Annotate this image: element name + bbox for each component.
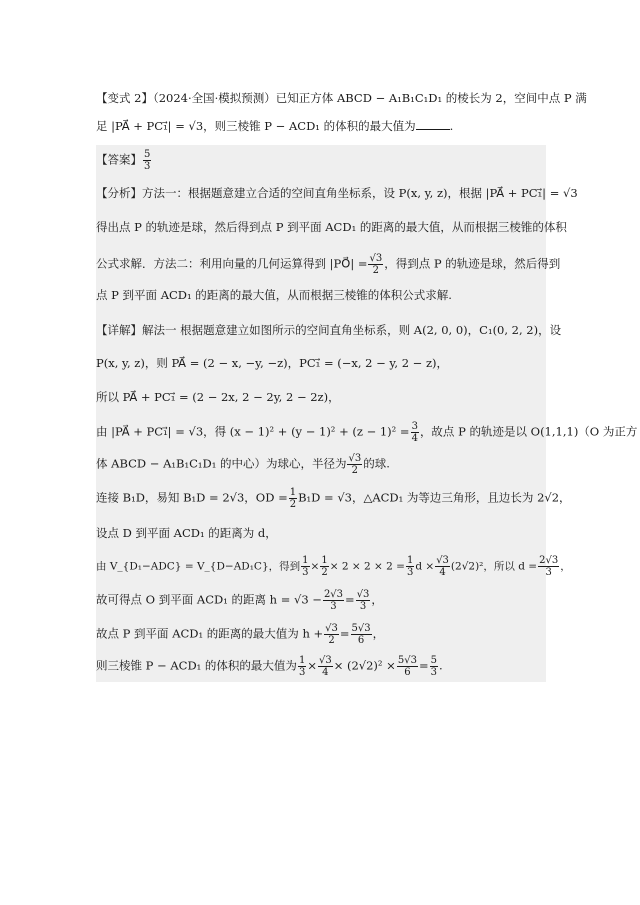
detail-line-8-fraction-2 (320, 555, 328, 578)
answer-fraction (143, 149, 151, 172)
answer-denominator: 3 (144, 161, 151, 172)
fraction-num: √3 (356, 589, 370, 600)
detail-line-6 (96, 487, 571, 510)
problem-statement (96, 84, 587, 140)
detail-line-10-fraction-2 (351, 623, 372, 646)
detail-line-4 (96, 421, 637, 444)
fraction-num: 1 (321, 555, 328, 566)
detail-line-4-text: 由 |PA⃗ + PC₁⃗| = √3，得 (x − 1)² + (y − 1)² + (z − 1)² = (96, 424, 410, 439)
analysis-fraction-num: √3 (369, 253, 383, 264)
fraction-den: 3 (430, 667, 437, 678)
fraction-den: 4 (439, 567, 446, 578)
problem-line-2 (96, 112, 546, 140)
detail-line-8-text-b: × (310, 560, 320, 573)
detail-line-8-text-d: d × (415, 560, 435, 573)
detail-line-6-end: B₁D = √3，△ACD₁ 为等边三角形，且边长为 2√2， (298, 490, 571, 505)
fraction-den: 4 (411, 433, 418, 444)
detail-line-11-text-a: 则三棱锥 P − ACD₁ 的体积的最大值为 (96, 658, 297, 673)
fraction-den: 2 (351, 465, 359, 476)
analysis-line-3 (96, 253, 560, 276)
detail-line-9 (96, 589, 383, 612)
analysis-line-4: 点 P 到平面 ACD₁ 的距离的最大值，从而根据三棱锥的体积公式求解. (96, 288, 452, 302)
detail-line-8-fraction-4 (435, 555, 450, 578)
problem-line-2-text: 足 |PA⃗ + PC₁⃗| = √3，则三棱锥 P − ACD₁ 的体积的最大值为 (96, 119, 416, 133)
analysis-line-2: 得出点 P 的轨迹是球，然后得到点 P 到平面 ACD₁ 的距离的最大值，从而根据三棱锥的体积 (96, 220, 567, 234)
analysis-line-3-text: 公式求解．方法二：利用向量的几何运算得到 |PO⃗| = (96, 256, 368, 271)
detail-line-3: 所以 PA⃗ + PC₁⃗ = (2 − 2x, 2 − 2y, 2 − 2z)， (96, 390, 340, 404)
detail-line-11-fraction-2 (318, 655, 333, 678)
fraction-num: 1 (289, 487, 297, 498)
fraction-num: √3 (348, 453, 362, 464)
detail-line-9-text-c: ， (371, 592, 383, 607)
detail-line-11-text-c: × (2√2)² × (333, 658, 396, 673)
fraction-num: 2√3 (323, 589, 344, 600)
detail-line-10-text-b: = (339, 626, 350, 641)
detail-line-11 (96, 655, 443, 678)
detail-line-8-fraction-1 (301, 555, 309, 578)
detail-line-1: 【详解】解法一 根据题意建立如图所示的空间直角坐标系，则 A(2, 0, 0)，C₁(0, 2, 2)，设 (96, 323, 562, 337)
fraction-num: 3 (411, 421, 418, 432)
detail-line-8-text-a: 由 V_{D₁−ADC} = V_{D−AD₁C}，得到 (96, 560, 301, 573)
fraction-num: 1 (406, 555, 414, 566)
fraction-num: 5√3 (397, 655, 417, 666)
fraction-den: 2 (328, 635, 335, 646)
detail-line-6-text: 连接 B₁D，易知 B₁D = 2√3，OD = (96, 490, 288, 505)
problem-line-1: 【变式 2】（2024·全国·模拟预测）已知正方体 ABCD − A₁B₁C₁D₁ 的棱长为 2，空间中点 P 满 (96, 91, 587, 105)
detail-line-11-fraction-1 (298, 655, 306, 678)
detail-line-11-fraction-3 (397, 655, 418, 678)
answer-label: 【答案】 (96, 152, 142, 167)
fraction-num: √3 (436, 555, 449, 566)
detail-line-5-end: 的球. (363, 456, 390, 471)
fraction-den: 3 (359, 601, 367, 612)
detail-line-9-text-b: = (345, 592, 355, 607)
detail-line-8-text-e: (2√2)²，所以 d = (450, 560, 538, 573)
detail-line-9-text-a: 故可得点 O 到平面 ACD₁ 的距离 h = √3 − (96, 592, 322, 607)
detail-line-4-fraction (411, 421, 419, 444)
fraction-den: 3 (545, 567, 552, 578)
answer-blank (416, 117, 450, 130)
fraction-den: 3 (302, 567, 309, 578)
analysis-fraction-den: 2 (372, 265, 380, 276)
detail-line-11-fraction-4 (430, 655, 438, 678)
answer-line (96, 149, 152, 172)
detail-line-11-text-d: = (418, 658, 429, 673)
detail-line-7: 设点 D 到平面 ACD₁ 的距离为 d， (96, 526, 277, 540)
detail-line-5-fraction (347, 453, 362, 476)
detail-line-10-text-a: 故点 P 到平面 ACD₁ 的距离的最大值为 h + (96, 626, 324, 641)
fraction-num: 2√3 (539, 555, 559, 566)
fraction-den: 2 (289, 499, 297, 510)
fraction-num: √3 (318, 655, 332, 666)
analysis-line-3-end: ，得到点 P 的轨迹是球，然后得到 (384, 256, 561, 271)
detail-line-6-fraction (289, 487, 297, 510)
solution-block (96, 145, 638, 682)
detail-line-10-text-c: ， (372, 626, 385, 641)
fraction-num: 1 (298, 655, 306, 666)
detail-line-4-end: ，故点 P 的轨迹是以 O(1,1,1)（O 为正方 (419, 424, 638, 439)
fraction-num: 5 (430, 655, 437, 666)
fraction-num: √3 (325, 623, 338, 634)
fraction-num: 1 (302, 555, 309, 566)
detail-line-2: P(x, y, z)，则 PA⃗ = (2 − x, −y, −z)，PC₁⃗ = (−x, 2 − y, 2 − z)， (96, 356, 449, 370)
detail-line-5-text: 体 ABCD − A₁B₁C₁D₁ 的中心）为球心，半径为 (96, 456, 347, 471)
detail-line-9-fraction-2 (356, 589, 371, 612)
fraction-den: 3 (298, 667, 306, 678)
analysis-fraction (368, 253, 383, 276)
fraction-den: 4 (322, 667, 329, 678)
detail-line-11-text-e: . (438, 658, 443, 673)
fraction-num: 5√3 (351, 623, 371, 634)
fraction-den: 6 (404, 667, 411, 678)
analysis-line-1: 【分析】方法一：根据题意建立合适的空间直角坐标系，设 P(x, y, z)，根据 |PA⃗ + PC₁⃗| = √3 (96, 186, 578, 200)
detail-line-8 (96, 555, 571, 578)
fraction-den: 6 (357, 635, 365, 646)
detail-line-8-text-f: ， (560, 560, 571, 573)
fraction-den: 3 (406, 567, 414, 578)
fraction-den: 3 (330, 601, 337, 612)
detail-line-5 (96, 453, 390, 476)
detail-line-8-fraction-5 (538, 555, 559, 578)
fraction-den: 2 (321, 567, 328, 578)
detail-line-8-fraction-3 (406, 555, 414, 578)
problem-line-2-end: . (449, 119, 454, 133)
detail-line-10-fraction-1 (324, 623, 339, 646)
detail-line-8-text-c: × 2 × 2 × 2 = (329, 560, 405, 573)
detail-line-10 (96, 623, 384, 646)
detail-line-9-fraction-1 (323, 589, 344, 612)
answer-numerator: 5 (144, 149, 151, 160)
detail-line-11-text-b: × (307, 658, 317, 673)
